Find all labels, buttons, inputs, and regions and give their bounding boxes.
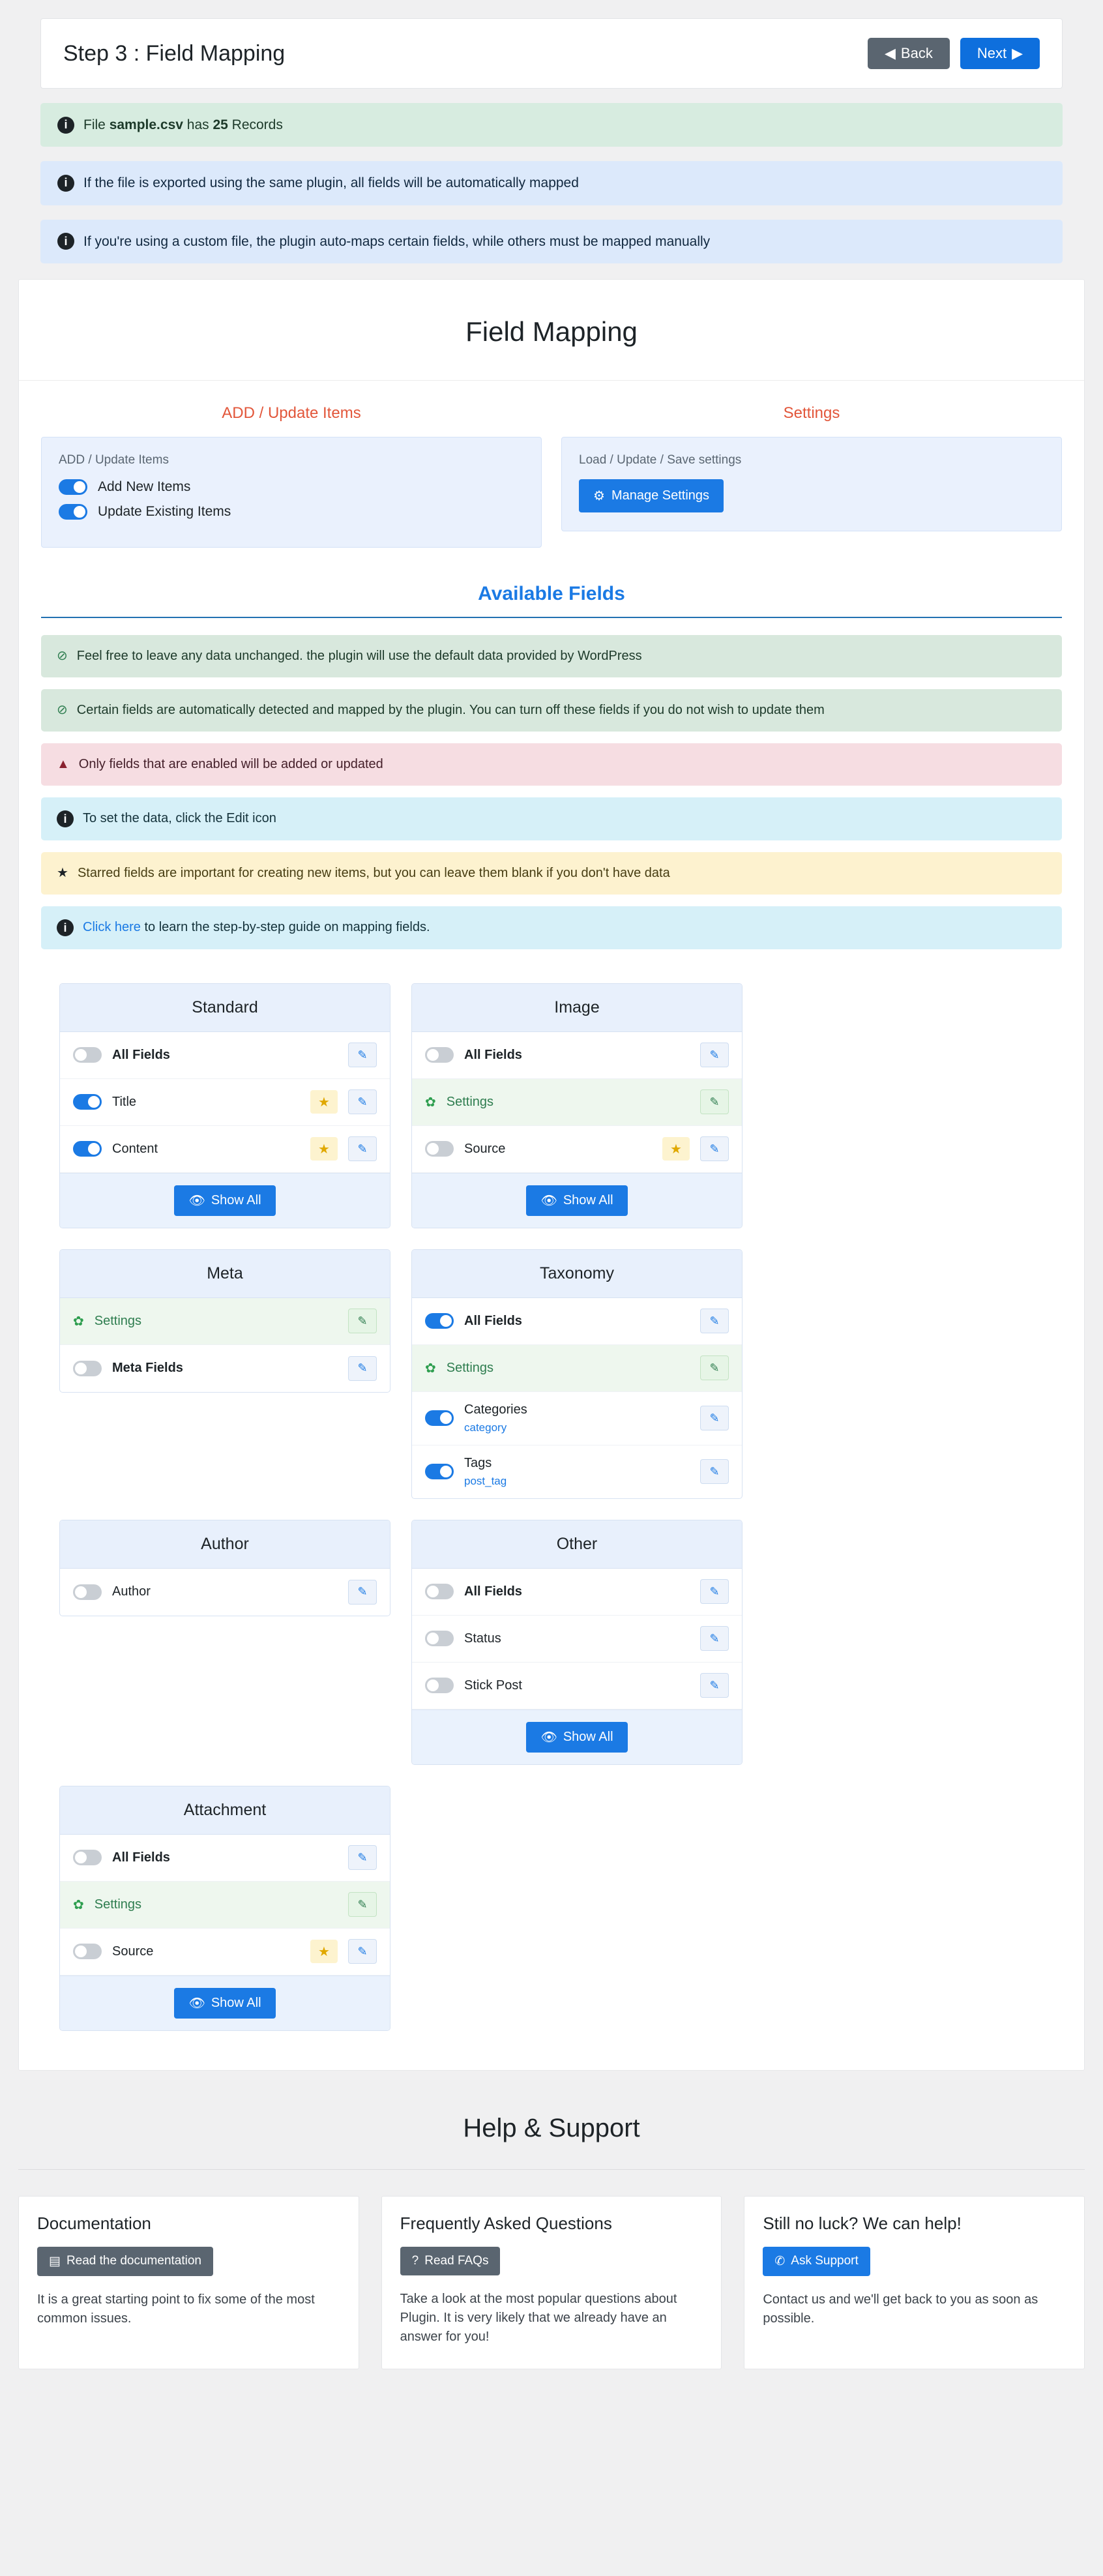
- add-update-heading: ADD / Update Items: [222, 404, 361, 422]
- field-row-categories[interactable]: [412, 1392, 742, 1445]
- notice-file-records: [40, 103, 1063, 147]
- gear-icon: ✿: [73, 1897, 84, 1912]
- edit-icon[interactable]: ✎: [700, 1089, 729, 1114]
- edit-icon[interactable]: ✎: [700, 1355, 729, 1380]
- toggle-switch[interactable]: [73, 1584, 102, 1600]
- chevron-left-icon: ◀: [884, 45, 896, 61]
- toggle-switch[interactable]: [425, 1047, 454, 1063]
- notice-auto-mapped: [40, 161, 1063, 205]
- field-label: Settings: [94, 1313, 142, 1328]
- edit-icon[interactable]: ✎: [348, 1939, 377, 1964]
- toggle-switch[interactable]: [73, 1850, 102, 1865]
- notice-custom-file: [40, 220, 1063, 263]
- message-starred-fields: [41, 852, 1062, 895]
- field-label: All Fields: [464, 1313, 522, 1328]
- field-row-author[interactable]: [60, 1569, 390, 1616]
- show-all-label: Show All: [563, 1192, 613, 1207]
- field-label: All Fields: [112, 1047, 170, 1062]
- field-row-settings[interactable]: [60, 1298, 390, 1345]
- toggle-label: Update Existing Items: [98, 503, 231, 519]
- edit-icon[interactable]: ✎: [348, 1845, 377, 1870]
- sliders-icon: ⚙: [593, 488, 605, 503]
- help-card-heading: Documentation: [37, 2213, 151, 2233]
- group-title: Standard: [60, 984, 390, 1032]
- field-label: Title: [112, 1094, 137, 1109]
- divider: [41, 617, 1062, 618]
- guide-link[interactable]: Click here: [83, 920, 141, 935]
- help-card-support: [744, 2196, 1085, 2369]
- eye-icon: 👁: [188, 1193, 205, 1208]
- field-label: Source: [464, 1141, 506, 1156]
- show-all-row: [60, 1976, 390, 2030]
- message-text-rest: to learn the step-by-step guide on mapping fields.: [140, 920, 430, 935]
- step-header: [40, 18, 1063, 89]
- message-default-data: [41, 635, 1062, 677]
- eye-icon: 👁: [540, 1193, 557, 1208]
- notice-mid: has: [183, 117, 213, 132]
- field-label: All Fields: [112, 1850, 170, 1865]
- message-text: Certain fields are automatically detected and mapped by the plugin. You can turn off these fields if you do not wish to update them: [76, 702, 825, 717]
- settings-heading: Settings: [783, 404, 840, 422]
- gear-icon: ✿: [425, 1361, 436, 1376]
- message-enabled-only: [41, 743, 1062, 786]
- edit-icon[interactable]: ✎: [700, 1626, 729, 1651]
- message-text: To set the data, click the Edit icon: [83, 811, 276, 826]
- field-row-all-fields[interactable]: [412, 1032, 742, 1079]
- group-title: Taxonomy: [412, 1250, 742, 1298]
- manage-settings-button[interactable]: [579, 479, 724, 512]
- toggle-switch[interactable]: [59, 479, 87, 495]
- page-title: Step 3 : Field Mapping: [63, 40, 286, 66]
- help-card-documentation: [18, 2196, 359, 2369]
- add-update-column: [41, 404, 542, 548]
- show-all-button[interactable]: [526, 1722, 627, 1753]
- field-row-all-fields[interactable]: [60, 1032, 390, 1079]
- settings-columns: [19, 381, 1084, 554]
- chevron-right-icon: ▶: [1012, 45, 1023, 61]
- toggle-switch[interactable]: [73, 1047, 102, 1063]
- info-icon: i: [57, 175, 74, 192]
- field-label: Content: [112, 1141, 158, 1156]
- record-count: 25: [213, 117, 228, 132]
- field-group-standard: [59, 983, 390, 1228]
- message-edit-icon: [41, 797, 1062, 840]
- book-icon: ▤: [49, 2254, 61, 2268]
- field-mapping-card: [18, 279, 1085, 2071]
- field-row-settings[interactable]: [412, 1345, 742, 1392]
- message-guide-link: [41, 906, 1062, 949]
- field-label: Author: [112, 1584, 151, 1599]
- notice-prefix: File: [83, 117, 110, 132]
- message-text: Only fields that are enabled will be added or updated: [78, 756, 383, 771]
- edit-icon[interactable]: ✎: [700, 1673, 729, 1698]
- toggle-switch[interactable]: [425, 1410, 454, 1426]
- field-row-status[interactable]: [412, 1616, 742, 1663]
- field-group-image: [411, 983, 743, 1228]
- add-update-panel: [41, 437, 542, 548]
- field-row-tags[interactable]: [412, 1445, 742, 1498]
- field-group-meta: [59, 1249, 390, 1393]
- star-icon: ★: [310, 1090, 338, 1114]
- star-icon: ★: [310, 1137, 338, 1161]
- field-label: Status: [464, 1631, 501, 1646]
- message-text: Starred fields are important for creating new items, but you can leave them blank if you don't have data: [77, 865, 670, 880]
- field-row-source[interactable]: [60, 1929, 390, 1976]
- field-row-stick-post[interactable]: [412, 1663, 742, 1710]
- edit-icon[interactable]: ✎: [700, 1043, 729, 1067]
- toggle-switch[interactable]: [425, 1464, 454, 1479]
- group-title: Image: [412, 984, 742, 1032]
- button-label: Ask Support: [791, 2254, 859, 2268]
- next-button[interactable]: [960, 38, 1040, 69]
- group-title: Meta: [60, 1250, 390, 1298]
- field-sublabel: category: [464, 1421, 507, 1434]
- field-label-text: Tags: [464, 1455, 492, 1470]
- field-label: Source: [112, 1944, 154, 1959]
- star-icon: ★: [57, 865, 68, 880]
- help-card-text: It is a great starting point to fix some of the most common issues.: [37, 2292, 315, 2326]
- eye-icon: 👁: [188, 1996, 205, 2011]
- field-group-author: [59, 1520, 390, 1616]
- field-row-settings[interactable]: [412, 1079, 742, 1126]
- field-row-all-fields[interactable]: [60, 1835, 390, 1882]
- manage-settings-label: Manage Settings: [611, 488, 710, 503]
- show-all-label: Show All: [211, 1995, 261, 2010]
- star-icon: ★: [662, 1137, 690, 1161]
- notice-text: If you're using a custom file, the plugin auto-maps certain fields, while others must be mapped manually: [83, 233, 711, 249]
- toggle-switch[interactable]: [425, 1678, 454, 1693]
- field-group-attachment: [59, 1786, 390, 2031]
- eye-icon: 👁: [540, 1730, 557, 1745]
- field-label: Settings: [446, 1094, 494, 1109]
- group-title: Author: [60, 1520, 390, 1569]
- edit-icon[interactable]: ✎: [348, 1892, 377, 1917]
- field-row-content[interactable]: [60, 1126, 390, 1173]
- info-icon: i: [57, 117, 74, 134]
- edit-icon[interactable]: ✎: [348, 1580, 377, 1605]
- field-label-text: Categories: [464, 1402, 527, 1417]
- edit-icon[interactable]: ✎: [700, 1579, 729, 1604]
- help-cards: [0, 2170, 1103, 2415]
- field-label: All Fields: [464, 1047, 522, 1062]
- add-update-panel-label: ADD / Update Items: [59, 452, 169, 467]
- notice-text: If the file is exported using the same plugin, all fields will be automatically mapped: [83, 175, 579, 191]
- page-root: [0, 18, 1103, 2415]
- info-icon: i: [57, 810, 74, 827]
- toggle-switch[interactable]: [73, 1361, 102, 1376]
- check-circle-icon: ⊘: [57, 702, 68, 717]
- field-label: [464, 1456, 690, 1488]
- group-title: Other: [412, 1520, 742, 1569]
- read-faqs-button[interactable]: [400, 2247, 501, 2275]
- field-row-meta-fields[interactable]: [60, 1345, 390, 1392]
- show-all-button[interactable]: [174, 1988, 275, 2019]
- field-label: All Fields: [464, 1584, 522, 1599]
- available-fields-title: Available Fields: [478, 582, 625, 604]
- question-icon: ?: [411, 2253, 419, 2268]
- edit-icon[interactable]: ✎: [700, 1136, 729, 1161]
- back-button[interactable]: [868, 38, 950, 69]
- toggle-switch[interactable]: [425, 1141, 454, 1157]
- support-icon: ✆: [774, 2254, 786, 2268]
- warning-icon: ▲: [57, 756, 70, 771]
- show-all-button[interactable]: [174, 1185, 275, 1216]
- field-row-settings[interactable]: [60, 1882, 390, 1929]
- field-label: Stick Post: [464, 1678, 522, 1693]
- show-all-label: Show All: [563, 1729, 613, 1744]
- field-row-all-fields[interactable]: [412, 1569, 742, 1616]
- message-text: [83, 919, 430, 936]
- group-title: Attachment: [60, 1786, 390, 1835]
- message-text: Feel free to leave any data unchanged. the plugin will use the default data provided by WordPress: [76, 648, 642, 663]
- star-icon: ★: [310, 1940, 338, 1963]
- toggle-switch[interactable]: [73, 1141, 102, 1157]
- field-groups: [19, 961, 1084, 2070]
- edit-icon[interactable]: ✎: [348, 1356, 377, 1381]
- toggle-switch[interactable]: [59, 504, 87, 520]
- help-card-text: Take a look at the most popular questions about Plugin. It is very likely that we already have an answer for you!: [400, 2291, 677, 2344]
- card-title: Field Mapping: [19, 280, 1084, 381]
- field-row-title[interactable]: [60, 1079, 390, 1126]
- edit-icon[interactable]: ✎: [348, 1089, 377, 1114]
- toggle-switch[interactable]: [425, 1584, 454, 1599]
- field-label: Meta Fields: [112, 1361, 183, 1376]
- ask-support-button[interactable]: [763, 2247, 870, 2276]
- settings-panel-label: Load / Update / Save settings: [579, 452, 742, 467]
- notice-text: [83, 116, 283, 134]
- notice-suffix: Records: [228, 117, 283, 132]
- edit-icon[interactable]: ✎: [348, 1136, 377, 1161]
- field-sublabel: post_tag: [464, 1474, 507, 1487]
- info-icon: i: [57, 233, 74, 250]
- next-button-label: Next: [977, 45, 1007, 61]
- edit-icon[interactable]: ✎: [348, 1043, 377, 1067]
- settings-column: [561, 404, 1062, 548]
- field-label: Settings: [94, 1897, 142, 1912]
- help-card-text: Contact us and we'll get back to you as soon as possible.: [763, 2292, 1038, 2326]
- field-row-source[interactable]: [412, 1126, 742, 1173]
- edit-icon[interactable]: ✎: [700, 1459, 729, 1484]
- show-all-button[interactable]: [526, 1185, 627, 1216]
- edit-icon[interactable]: ✎: [700, 1406, 729, 1430]
- help-support-title: Help & Support: [463, 2113, 640, 2142]
- edit-icon[interactable]: ✎: [700, 1309, 729, 1333]
- show-all-row: [60, 1173, 390, 1228]
- field-label: Settings: [446, 1360, 494, 1375]
- toggle-switch[interactable]: [73, 1944, 102, 1959]
- help-card-heading: Frequently Asked Questions: [400, 2213, 612, 2233]
- toggle-switch[interactable]: [73, 1094, 102, 1110]
- field-label: [464, 1402, 690, 1434]
- message-auto-detected: [41, 689, 1062, 732]
- field-group-other: [411, 1520, 743, 1765]
- field-group-taxonomy: [411, 1249, 743, 1499]
- read-documentation-button[interactable]: [37, 2247, 213, 2276]
- button-label: Read the documentation: [66, 2254, 201, 2268]
- toggle-update-existing-items[interactable]: [59, 504, 524, 520]
- help-card-faq: [381, 2196, 722, 2369]
- info-icon: i: [57, 919, 74, 936]
- button-label: Read FAQs: [424, 2253, 489, 2268]
- gear-icon: ✿: [73, 1314, 84, 1329]
- file-name: sample.csv: [109, 117, 183, 132]
- show-all-row: [412, 1710, 742, 1764]
- edit-icon[interactable]: ✎: [348, 1309, 377, 1333]
- toggle-label: Add New Items: [98, 479, 191, 494]
- gear-icon: ✿: [425, 1095, 436, 1110]
- help-card-heading: Still no luck? We can help!: [763, 2213, 962, 2233]
- step-nav-buttons: [868, 38, 1040, 69]
- toggle-switch[interactable]: [425, 1631, 454, 1646]
- field-row-all-fields[interactable]: [412, 1298, 742, 1345]
- show-all-row: [412, 1173, 742, 1228]
- toggle-add-new-items[interactable]: [59, 479, 524, 495]
- check-circle-icon: ⊘: [57, 648, 68, 663]
- settings-panel: [561, 437, 1062, 531]
- back-button-label: Back: [900, 45, 933, 61]
- toggle-switch[interactable]: [425, 1313, 454, 1329]
- show-all-label: Show All: [211, 1192, 261, 1207]
